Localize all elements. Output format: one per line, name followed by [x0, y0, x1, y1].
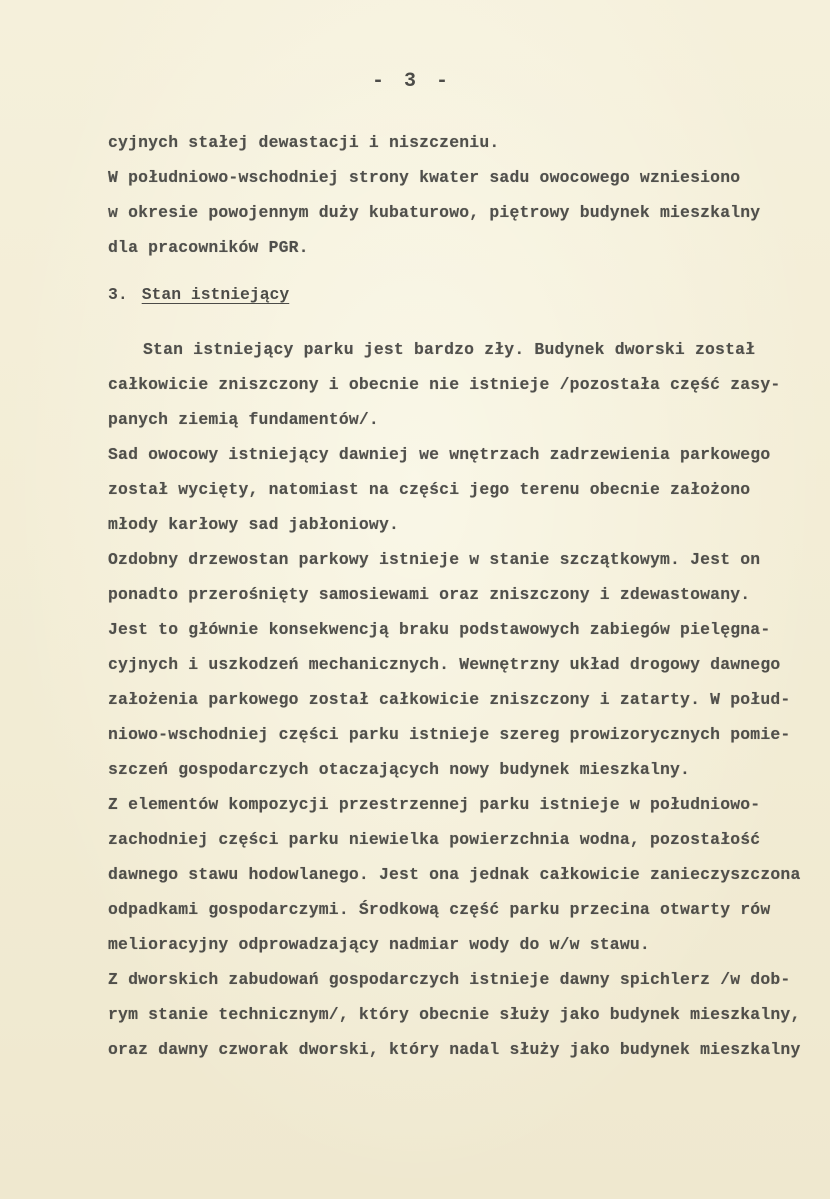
text-line: w okresie powojennym duży kubaturowo, piętrowy budynek mieszkalny: [108, 203, 761, 222]
text-line: dla pracowników PGR.: [108, 238, 309, 257]
text-line: cyjnych i uszkodzeń mechanicznych. Wewnętrzny układ drogowy dawnego: [108, 655, 781, 674]
section-number: 3.: [108, 285, 128, 304]
text-line: został wycięty, natomiast na części jego terenu obecnie założono: [108, 480, 751, 499]
section-title: Stan istniejący: [141, 285, 290, 304]
text-line: niowo-wschodniej części parku istnieje szereg prowizorycznych pomie-: [108, 725, 791, 744]
section-heading: [108, 285, 289, 304]
page-number: - 3 -: [372, 70, 453, 93]
text-line: panych ziemią fundamentów/.: [108, 410, 379, 429]
text-line: Sad owocowy istniejący dawniej we wnętrzach zadrzewienia parkowego: [108, 445, 771, 464]
text-line: ponadto przerośnięty samosiewami oraz zniszczony i zdewastowany.: [108, 585, 751, 604]
text-line: melioracyjny odprowadzający nadmiar wody do w/w stawu.: [108, 935, 650, 954]
text-line: W południowo-wschodniej strony kwater sadu owocowego wzniesiono: [108, 168, 741, 187]
text-line: całkowicie zniszczony i obecnie nie istnieje /pozostała część zasy-: [108, 375, 781, 394]
text-line: zachodniej części parku niewielka powierzchnia wodna, pozostałość: [108, 830, 761, 849]
text-line: założenia parkowego został całkowicie zniszczony i zatarty. W połud-: [108, 690, 791, 709]
text-line: Z elementów kompozycji przestrzennej parku istnieje w południowo-: [108, 795, 761, 814]
text-line: Stan istniejący parku jest bardzo zły. Budynek dworski został: [143, 340, 756, 359]
text-line: Jest to głównie konsekwencją braku podstawowych zabiegów pielęgna-: [108, 620, 771, 639]
text-line: młody karłowy sad jabłoniowy.: [108, 515, 400, 534]
text-line: cyjnych stałej dewastacji i niszczeniu.: [108, 133, 500, 152]
text-line: dawnego stawu hodowlanego. Jest ona jednak całkowicie zanieczyszczona: [108, 865, 801, 884]
text-line: Ozdobny drzewostan parkowy istnieje w stanie szczątkowym. Jest on: [108, 550, 761, 569]
text-line: oraz dawny czworak dworski, który nadal służy jako budynek mieszkalny: [108, 1040, 801, 1059]
text-line: rym stanie technicznym/, który obecnie służy jako budynek mieszkalny,: [108, 1005, 801, 1024]
text-line: odpadkami gospodarczymi. Środkową część parku przecina otwarty rów: [108, 900, 771, 919]
text-line: szczeń gospodarczych otaczających nowy budynek mieszkalny.: [108, 760, 691, 779]
text-line: Z dworskich zabudowań gospodarczych istnieje dawny spichlerz /w dob-: [108, 970, 791, 989]
